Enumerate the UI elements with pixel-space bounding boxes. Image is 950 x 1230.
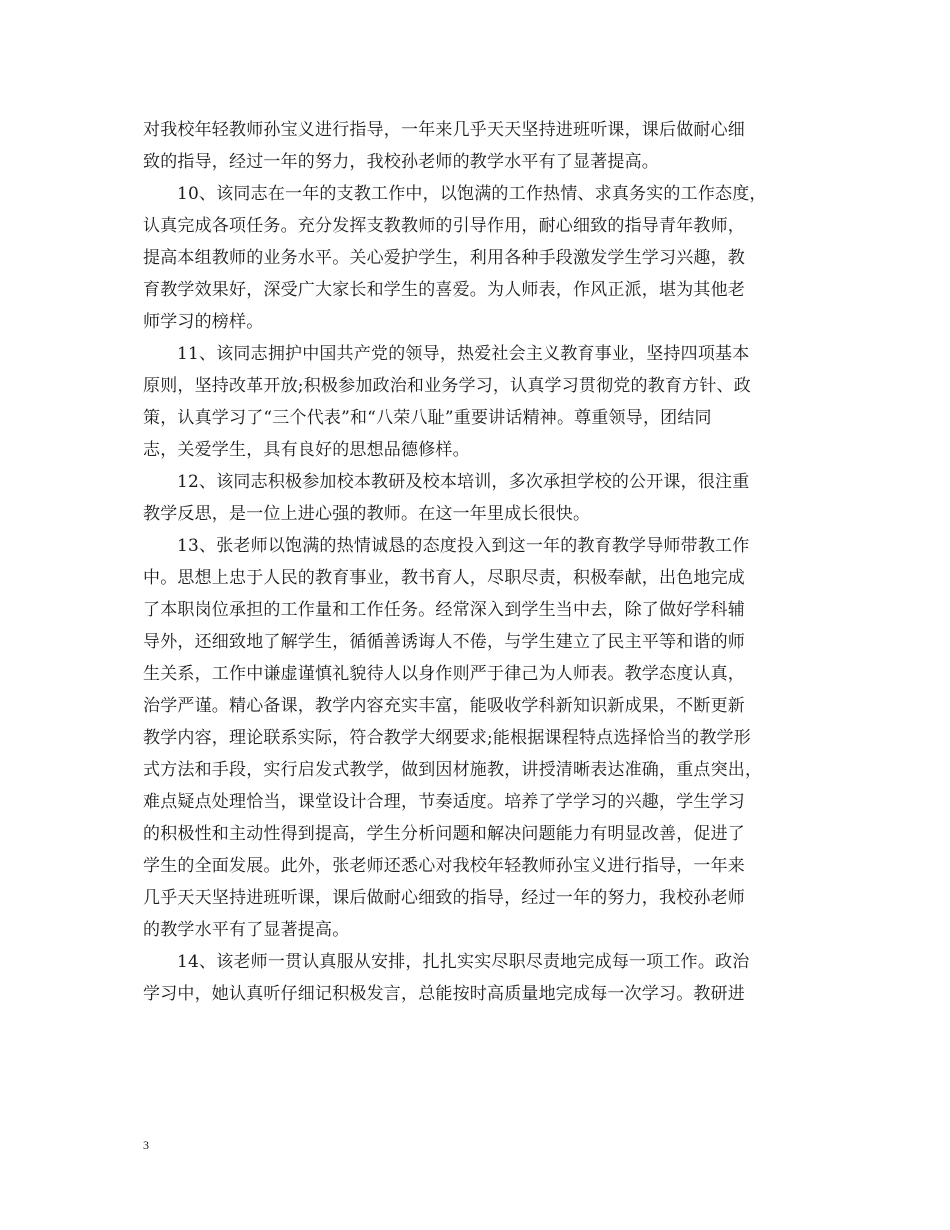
text-line: 志，关爱学生，具有良好的思想品德修样。	[143, 440, 470, 460]
text-line: 致的指导，经过一年的努力，我校孙老师的教学水平有了显著提高。	[143, 152, 659, 172]
paragraph-13-start: 13、张老师以饱满的热情诚恳的态度投入到这一年的教育教学导师带教工作	[177, 536, 750, 556]
text-line: 几乎天天坚持进班听课，课后做耐心细致的指导，经过一年的努力，我校孙老师	[143, 888, 745, 908]
text-line: 原则，坚持改革开放;积极参加政治和业务学习，认真学习贯彻党的教育方针、政	[143, 376, 751, 396]
text-line: 学生的全面发展。此外，张老师还悉心对我校年轻教师孙宝义进行指导，一年来	[143, 856, 745, 876]
text-line: 提高本组教师的业务水平。关心爱护学生，利用各种手段激发学生学习兴趣，教	[143, 248, 745, 268]
text-line: 的教学水平有了显著提高。	[143, 920, 350, 940]
text-line: 难点疑点处理恰当，课堂设计合理，节奏适度。培养了学学习的兴趣，学生学习	[143, 792, 745, 812]
body-text	[143, 114, 823, 1010]
text-line: 了本职岗位承担的工作量和工作任务。经常深入到学生当中去，除了做好学科辅	[143, 600, 745, 620]
text-line: 的积极性和主动性得到提高，学生分析问题和解决问题能力有明显改善，促进了	[143, 824, 745, 844]
text-line: 育教学效果好，深受广大家长和学生的喜爱。为人师表，作风正派，堪为其他老	[143, 280, 745, 300]
paragraph-12-start: 12、该同志积极参加校本教研及校本培训，多次承担学校的公开课，很注重	[177, 472, 750, 492]
text-line: 教学内容，理论联系实际，符合教学大纲要求;能根据课程特点选择恰当的教学形	[143, 728, 751, 748]
text-line: 认真完成各项任务。充分发挥支教教师的引导作用，耐心细致的指导青年教师，	[143, 216, 745, 236]
paragraph-11-start: 11、该同志拥护中国共产党的领导，热爱社会主义教育事业，坚持四项基本	[177, 344, 750, 364]
text-line: 教学反思，是一位上进心强的教师。在这一年里成长很快。	[143, 504, 591, 524]
text-line: 导外，还细致地了解学生，循循善诱诲人不倦，与学生建立了民主平等和谐的师	[143, 632, 745, 652]
text-line: 治学严谨。精心备课，教学内容充实丰富，能吸收学科新知识新成果，不断更新	[143, 696, 745, 716]
text-line: 学习中，她认真听仔细记积极发言，总能按时高质量地完成每一次学习。教研进	[143, 984, 745, 1004]
paragraph-10-start: 10、该同志在一年的支教工作中，以饱满的工作热情、求真务实的工作态度，	[177, 184, 767, 204]
text-line: 策，认真学习了“三个代表”和“八荣八耻”重要讲话精神。尊重领导，团结同	[143, 408, 712, 428]
paragraph-14-start: 14、该老师一贯认真服从安排，扎扎实实尽职尽责地完成每一项工作。政治	[177, 952, 750, 972]
text-line: 中。思想上忠于人民的教育事业，教书育人，尽职尽责，积极奉献，出色地完成	[143, 568, 745, 588]
text-line: 师学习的榜样。	[143, 312, 264, 332]
text-line: 对我校年轻教师孙宝义进行指导，一年来几乎天天坚持进班听课，课后做耐心细	[143, 120, 745, 140]
page-number: 3	[143, 1138, 149, 1152]
text-line: 生关系，工作中谦虚谨慎礼貌待人以身作则严于律己为人师表。教学态度认真，	[143, 664, 745, 684]
text-line: 式方法和手段，实行启发式教学，做到因材施教，讲授清晰表达准确，重点突出，	[143, 760, 763, 780]
